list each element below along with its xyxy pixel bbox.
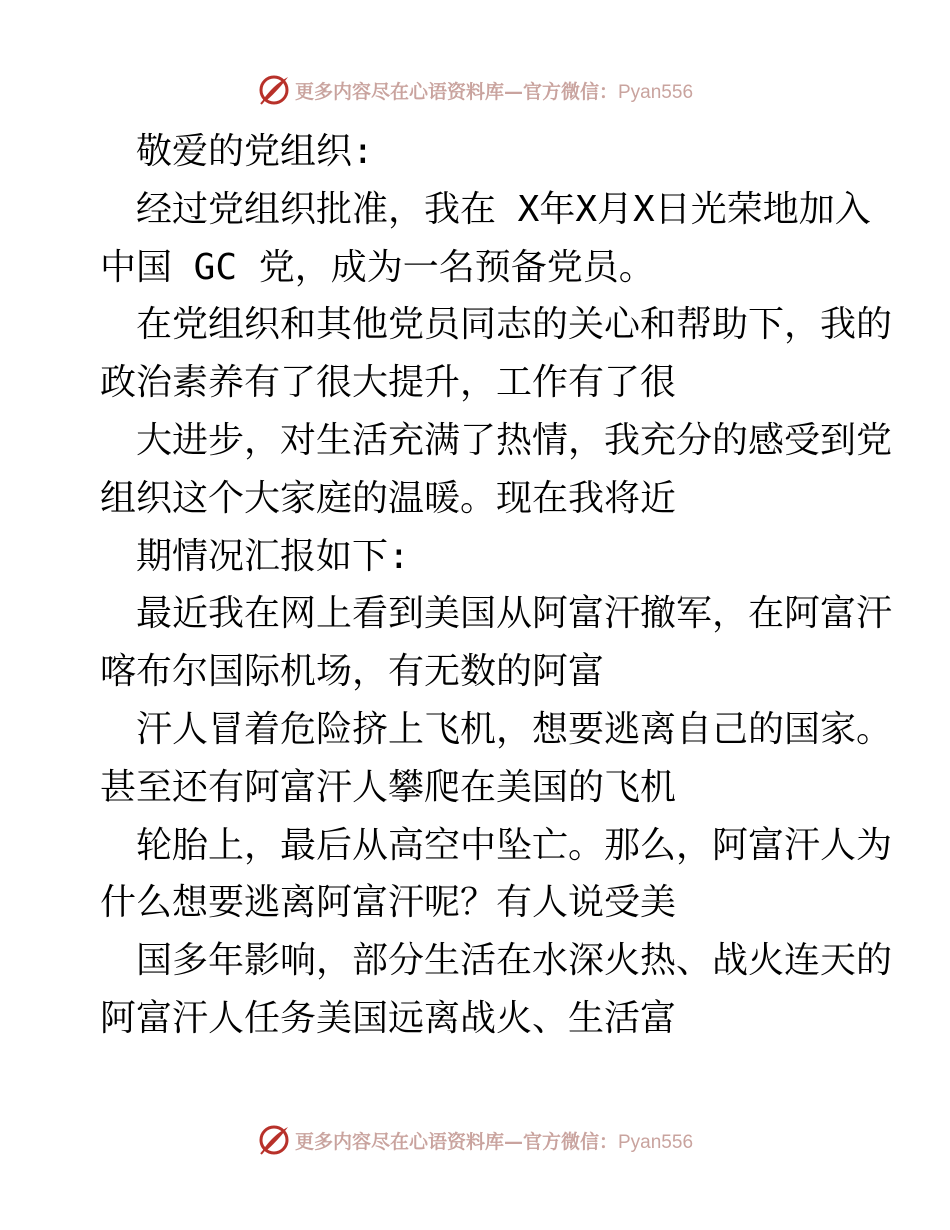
document-line: 甚至还有阿富汗人攀爬在美国的飞机	[100, 766, 677, 808]
banner-wechat-id: Pyan556	[618, 81, 694, 103]
header-banner	[0, 70, 950, 110]
document-line: 大进步，对生活充满了热情，我充分的感受到党	[136, 419, 893, 461]
document-line: 敬爱的党组织:	[136, 131, 374, 172]
document-body	[100, 123, 893, 1048]
document-line: 在党组织和其他党员同志的关心和帮助下，我的	[136, 304, 893, 346]
document-line: 阿富汗人任务美国远离战火、生活富	[100, 997, 677, 1039]
document-line: 轮胎上，最后从高空中坠亡。那么，阿富汗人为	[136, 824, 893, 866]
footer-banner-text	[295, 1127, 693, 1154]
footer-banner	[0, 1120, 950, 1160]
document-line: 组织这个大家庭的温暖。现在我将近	[100, 477, 677, 519]
document-line: 喀布尔国际机场，有无数的阿富	[100, 651, 605, 693]
quill-pen-logo-icon	[257, 73, 291, 107]
document-line: 汗人冒着危险挤上飞机，想要逃离自己的国家。	[136, 708, 893, 750]
document-line: 经过党组织批准，我在 X年X月X日光荣地加入	[136, 188, 871, 230]
document-line: 最近我在网上看到美国从阿富汗撤军，在阿富汗	[136, 593, 893, 635]
document-line: 中国 GC 党，成为一名预备党员。	[100, 246, 655, 288]
document-line: 什么想要逃离阿富汗呢？有人说受美	[100, 882, 677, 924]
document-line: 期情况汇报如下:	[136, 535, 410, 577]
document-line: 政治素养有了很大提升，工作有了很	[100, 362, 677, 404]
banner-wechat-id: Pyan556	[618, 1131, 694, 1153]
banner-main-text: 更多内容尽在心语资料库—官方微信：	[294, 1130, 618, 1153]
banner-main-text: 更多内容尽在心语资料库—官方微信：	[294, 80, 618, 103]
header-banner-text	[295, 77, 693, 104]
document-line: 国多年影响，部分生活在水深火热、战火连天的	[136, 940, 893, 982]
quill-pen-logo-icon	[257, 1123, 291, 1157]
